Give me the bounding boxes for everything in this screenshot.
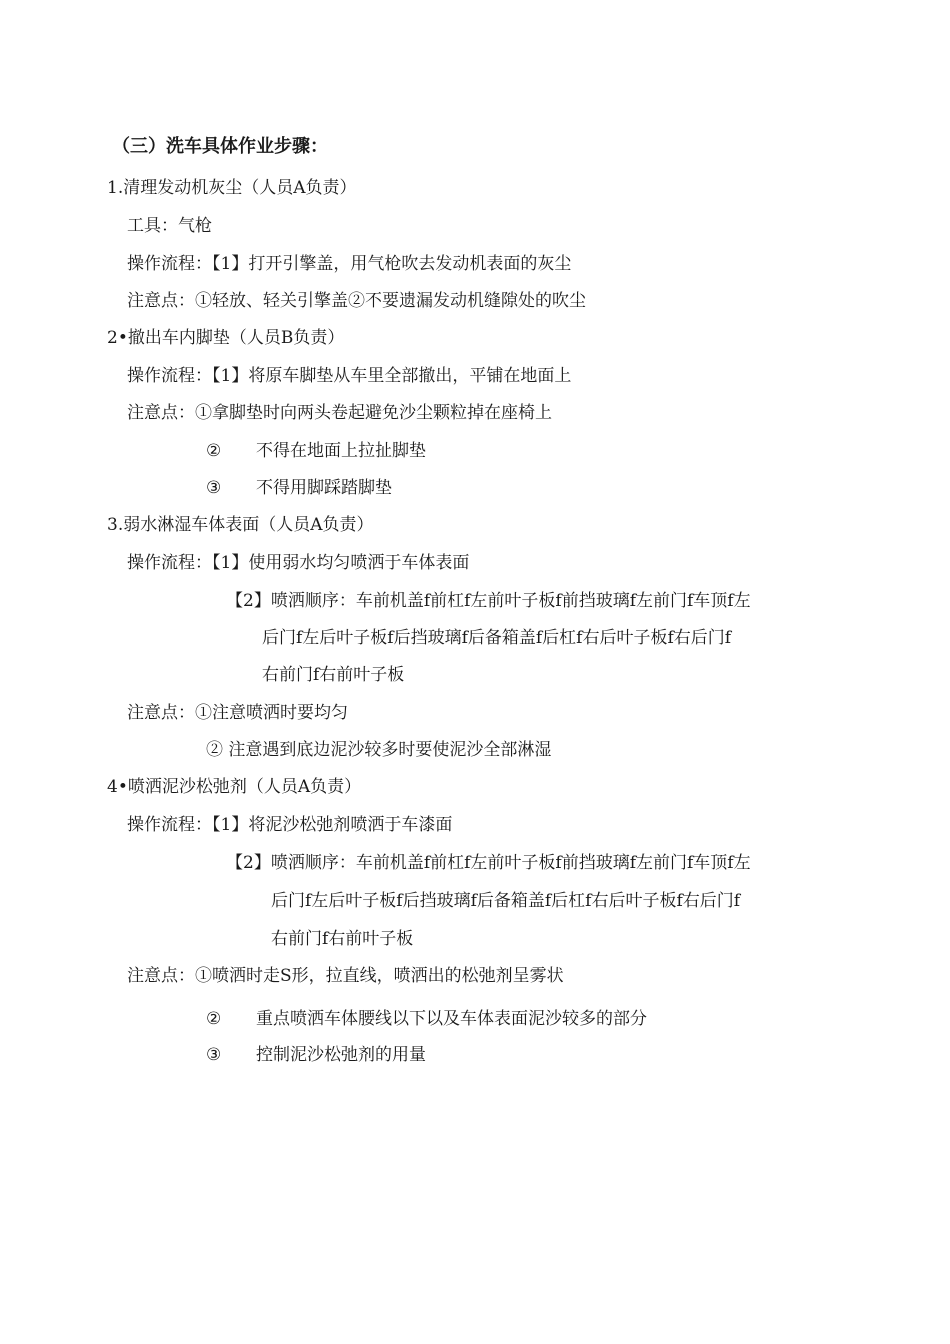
step3-process-2-c: 右前门f右前叶子板 xyxy=(262,665,405,685)
step3-process-1: 操作流程：【1】使用弱水均匀喷洒于车体表面 xyxy=(127,553,470,573)
step3-process-2-a: 【2】喷洒顺序：车前机盖f前杠f左前叶子板f前挡玻璃f左前门f车顶f左 xyxy=(226,591,751,611)
section-heading: （三）洗车具体作业步骤： xyxy=(112,136,328,157)
step2-note-2 xyxy=(206,440,426,462)
step3-process-2-b: 后门f左后叶子板f后挡玻璃f后备箱盖f后杠f右后叶子板f右后门f xyxy=(262,628,732,648)
note-marker: ③ xyxy=(206,478,222,498)
step4-process-2-b: 后门f左后叶子板f后挡玻璃f后备箱盖f后杠f右后叶子板f右后门f xyxy=(271,891,741,911)
step1-notes: 注意点：①轻放、轻关引擎盖②不要遗漏发动机缝隙处的吹尘 xyxy=(127,291,586,311)
note-text: 不得在地面上拉扯脚垫 xyxy=(256,441,426,461)
step4-process-2-a: 【2】喷洒顺序：车前机盖f前杠f左前叶子板f前挡玻璃f左前门f车顶f左 xyxy=(226,853,751,873)
step1-tool: 工具：气枪 xyxy=(127,216,212,236)
step4-note-2 xyxy=(206,1008,647,1030)
step2-process: 操作流程：【1】将原车脚垫从车里全部撤出，平铺在地面上 xyxy=(127,366,572,386)
step1-process: 操作流程：【1】打开引擎盖，用气枪吹去发动机表面的灰尘 xyxy=(127,254,572,274)
step2-note-3 xyxy=(206,477,392,499)
note-text: 控制泥沙松弛剂的用量 xyxy=(256,1045,426,1065)
step3-notes-1: 注意点：①注意喷洒时要均匀 xyxy=(127,703,348,723)
step3-notes-2: ② 注意遇到底边泥沙较多时要使泥沙全部淋湿 xyxy=(206,740,552,760)
step1-title: 1.清理发动机灰尘（人员A负责） xyxy=(107,178,357,198)
step4-process-1: 操作流程：【1】将泥沙松弛剂喷洒于车漆面 xyxy=(127,815,453,835)
note-marker: ③ xyxy=(206,1045,222,1065)
step4-notes-1: 注意点：①喷洒时走S形，拉直线，喷洒出的松弛剂呈雾状 xyxy=(127,966,564,986)
step4-note-3 xyxy=(206,1044,426,1066)
note-marker: ② xyxy=(206,1009,222,1029)
note-text: 不得用脚踩踏脚垫 xyxy=(256,478,392,498)
step4-process-2-c: 右前门f右前叶子板 xyxy=(271,929,414,949)
step3-title: 3.弱水淋湿车体表面（人员A负责） xyxy=(107,515,374,535)
step2-title: 2•撤出车内脚垫（人员B负责） xyxy=(107,328,345,348)
note-text: 重点喷洒车体腰线以下以及车体表面泥沙较多的部分 xyxy=(256,1009,647,1029)
step2-notes-1: 注意点：①拿脚垫时向两头卷起避免沙尘颗粒掉在座椅上 xyxy=(127,403,552,423)
note-marker: ② xyxy=(206,441,222,461)
step4-title: 4•喷洒泥沙松弛剂（人员A负责） xyxy=(107,777,362,797)
